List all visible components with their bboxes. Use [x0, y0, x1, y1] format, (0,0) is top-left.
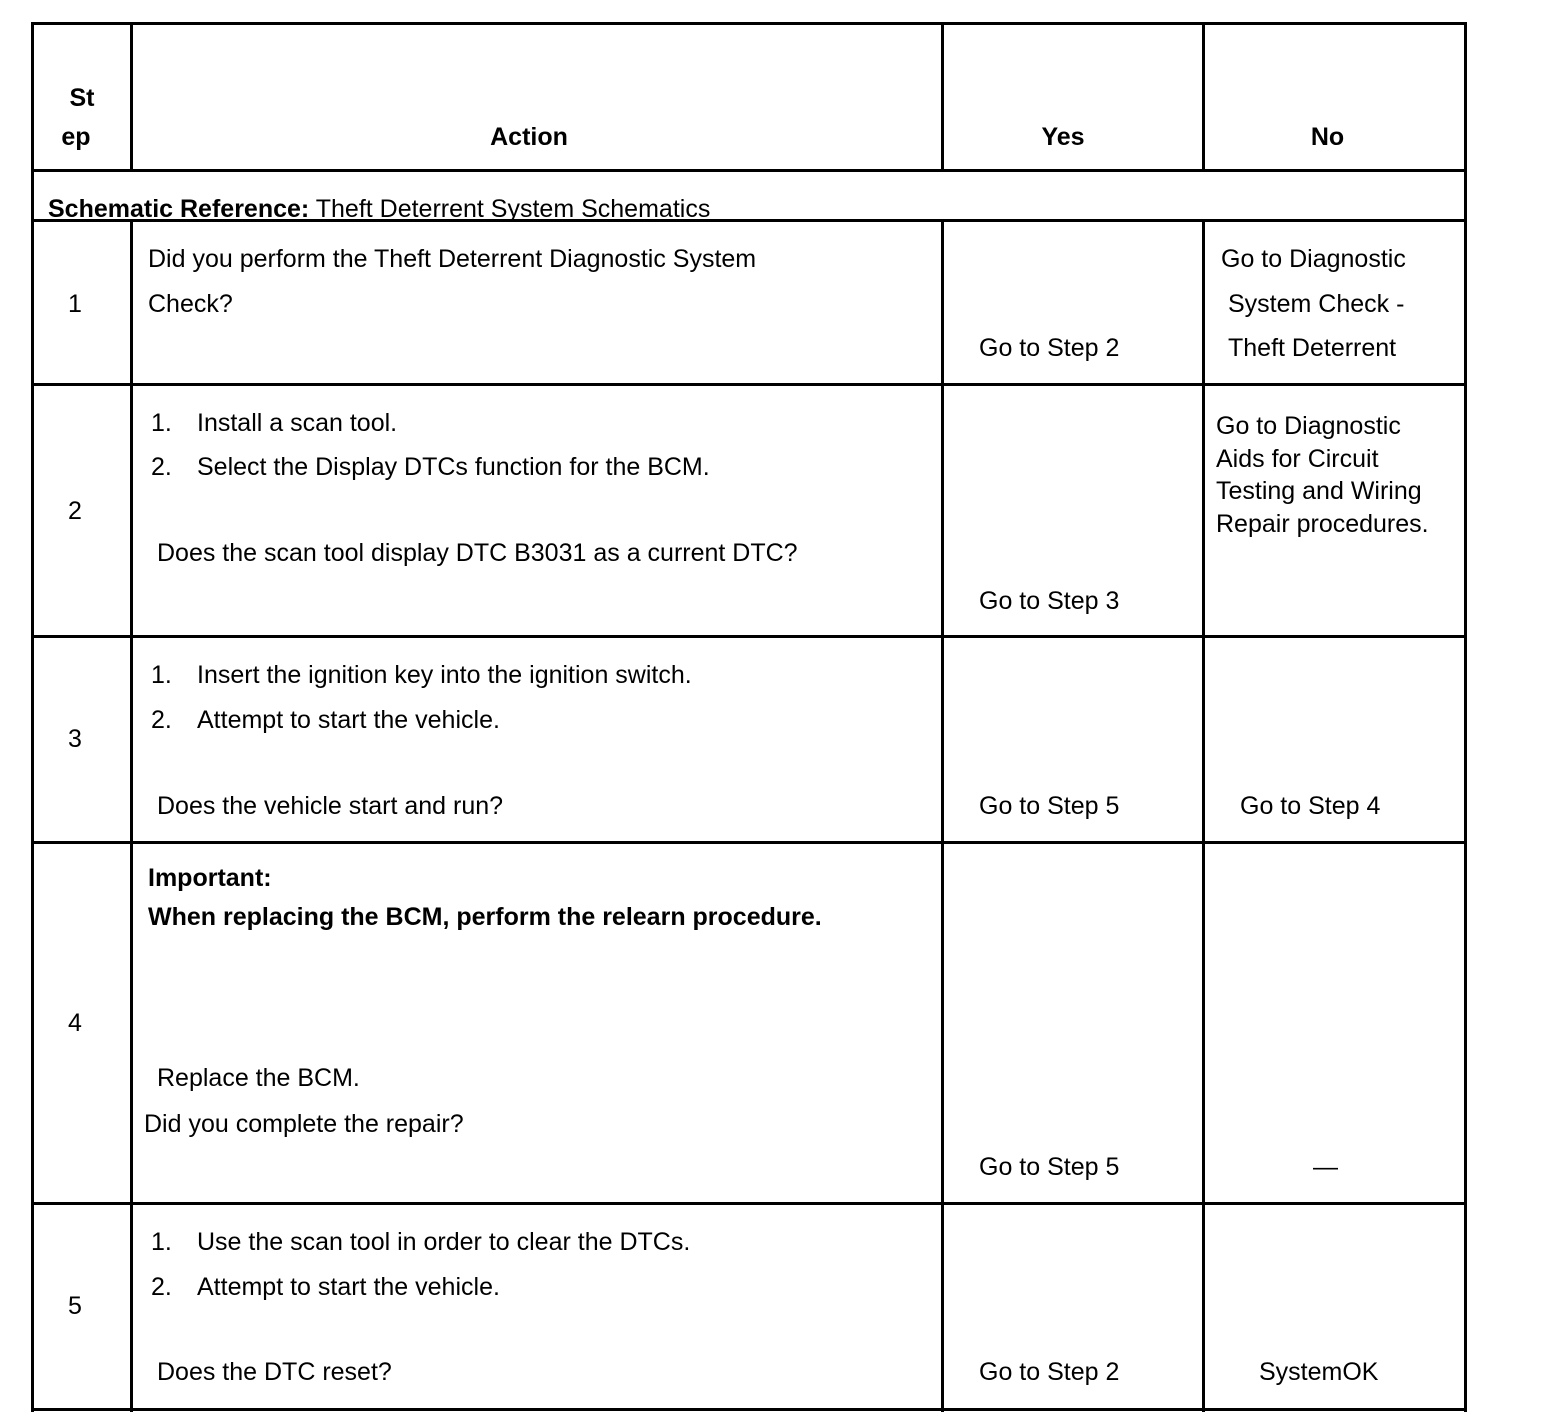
- header-step-line1: St: [69, 84, 95, 112]
- list-item: [151, 1272, 500, 1302]
- list-text: Select the Display DTCs function for the BCM.: [197, 453, 710, 481]
- important-text: When replacing the BCM, perform the relearn procedure.: [148, 903, 822, 931]
- grid-line: [31, 841, 1467, 844]
- no-result: System Check -: [1228, 290, 1405, 318]
- list-item: [151, 705, 500, 735]
- grid-line: [941, 220, 944, 1412]
- no-result: Theft Deterrent: [1228, 334, 1397, 362]
- step-number: 2: [68, 497, 82, 525]
- step-number: 1: [68, 290, 82, 318]
- list-item: [151, 660, 692, 690]
- list-number: 1.: [151, 661, 172, 689]
- list-item: [151, 1227, 690, 1257]
- list-number: 1.: [151, 409, 172, 437]
- no-result: —: [1313, 1153, 1338, 1181]
- no-result: Testing and Wiring: [1216, 477, 1422, 505]
- step-number: 4: [68, 1009, 82, 1037]
- question: Does the DTC reset?: [157, 1358, 392, 1386]
- instruction: Replace the BCM.: [157, 1064, 360, 1092]
- yes-result: Go to Step 5: [979, 1153, 1120, 1181]
- header-action: Action: [490, 123, 568, 151]
- list-text: Use the scan tool in order to clear the DTCs.: [197, 1228, 691, 1256]
- header-no: No: [1310, 123, 1345, 151]
- grid-line: [31, 383, 1467, 386]
- no-result: SystemOK: [1259, 1358, 1379, 1386]
- list-number: 2.: [151, 1273, 172, 1301]
- grid-line: [130, 220, 133, 1412]
- step-number: 3: [68, 725, 82, 753]
- grid-line: [1202, 220, 1205, 1412]
- important-label: Important:: [148, 864, 272, 892]
- no-result: Go to Diagnostic: [1221, 245, 1406, 273]
- no-result: Go to Diagnostic: [1216, 412, 1401, 440]
- action-text: Did you perform the Theft Deterrent Diagnostic System: [148, 245, 757, 273]
- question: Does the vehicle start and run?: [157, 792, 504, 820]
- no-result: Repair procedures.: [1216, 510, 1429, 538]
- no-result: Go to Step 4: [1240, 792, 1381, 820]
- list-text: Attempt to start the vehicle.: [197, 1273, 500, 1301]
- list-text: Install a scan tool.: [197, 409, 398, 437]
- list-number: 1.: [151, 1228, 172, 1256]
- list-item: [151, 408, 397, 438]
- list-item: [151, 452, 710, 482]
- yes-result: Go to Step 3: [979, 587, 1120, 615]
- list-number: 2.: [151, 453, 172, 481]
- yes-result: Go to Step 2: [979, 334, 1120, 362]
- grid-line: [31, 635, 1467, 638]
- grid-line: [31, 169, 1467, 172]
- header-yes: Yes: [1041, 123, 1085, 151]
- schematic-reference: [48, 194, 710, 224]
- list-text: Attempt to start the vehicle.: [197, 706, 500, 734]
- schematic-reference-link[interactable]: Theft Deterrent System Schematics: [315, 195, 711, 223]
- no-result: Aids for Circuit: [1216, 445, 1379, 473]
- grid-line: [31, 1202, 1467, 1205]
- grid-line: [31, 1408, 1467, 1411]
- step-number: 5: [68, 1292, 82, 1320]
- question: Does the scan tool display DTC B3031 as a current DTC?: [157, 539, 798, 567]
- schematic-reference-label: Schematic Reference:: [48, 195, 310, 223]
- yes-result: Go to Step 2: [979, 1358, 1120, 1386]
- list-text: Insert the ignition key into the ignition switch.: [197, 661, 692, 689]
- action-text: Check?: [148, 290, 233, 318]
- list-number: 2.: [151, 706, 172, 734]
- grid-line: [31, 22, 1467, 25]
- header-step-line2: ep: [61, 123, 91, 151]
- yes-result: Go to Step 5: [979, 792, 1120, 820]
- question: Did you complete the repair?: [144, 1110, 464, 1138]
